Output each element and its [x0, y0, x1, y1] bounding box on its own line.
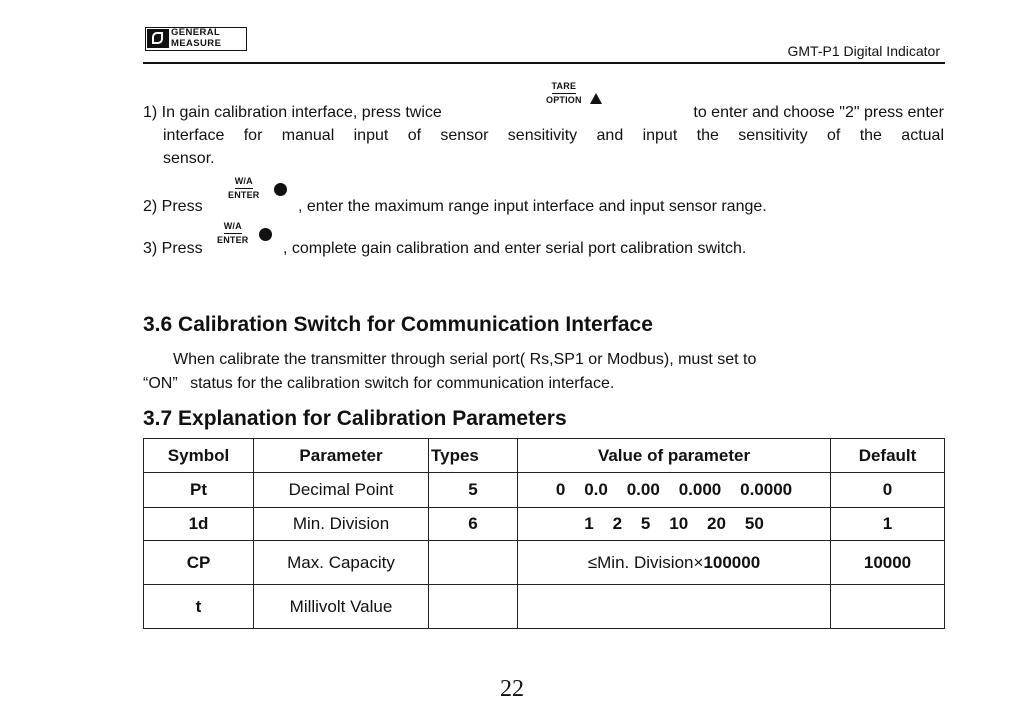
cell-value: 1 2 5 10 20 50	[518, 508, 831, 541]
enter-dot-icon	[274, 183, 287, 196]
header-default: Default	[831, 439, 945, 473]
cell-types	[429, 541, 518, 585]
cell-default: 1	[831, 508, 945, 541]
table-row	[144, 541, 945, 585]
section-3-7-heading: 3.7 Explanation for Calibration Parameters	[143, 407, 567, 430]
brand-logo	[145, 27, 247, 51]
logo-icon	[147, 29, 169, 48]
wa-key-label: W/A	[235, 177, 253, 189]
enter-key-label: ENTER	[228, 190, 260, 200]
step-3-text-b: , complete gain calibration and enter serial port calibration switch.	[283, 240, 747, 257]
cell-value	[518, 585, 831, 629]
cell-default	[831, 585, 945, 629]
header-value: Value of parameter	[518, 439, 831, 473]
cell-value: 0 0.0 0.00 0.000 0.0000	[518, 473, 831, 508]
step-1-text-d: sensor.	[163, 150, 215, 167]
section-3-6-line-1: When calibrate the transmitter through serial port( Rs,SP1 or Modbus), must set to	[173, 351, 757, 368]
cell-symbol: t	[144, 585, 254, 629]
enter-dot-icon	[259, 228, 272, 241]
table-header-row	[144, 439, 945, 473]
header-types: Types	[429, 439, 518, 473]
on-status-quote: “ON”	[143, 375, 178, 392]
document-title: GMT-P1 Digital Indicator	[787, 43, 940, 59]
cell-value-bold: 100000	[703, 552, 761, 572]
cell-default: 0	[831, 473, 945, 508]
cell-default: 10000	[831, 541, 945, 585]
cell-types: 5	[429, 473, 518, 508]
cell-parameter: Millivolt Value	[254, 585, 429, 629]
table-row	[144, 473, 945, 508]
cell-types	[429, 585, 518, 629]
header-parameter: Parameter	[254, 439, 429, 473]
step-1-text-a: 1) In gain calibration interface, press twice	[143, 104, 442, 121]
step-2-text-a: 2) Press	[143, 198, 203, 215]
step-1-text-c: interface for manual input of sensor sensitivity and input the sensitivity of the actual	[163, 127, 944, 144]
step-1	[143, 101, 944, 170]
header-divider	[143, 62, 945, 64]
calibration-parameters-table	[143, 438, 945, 629]
section-3-6-line-2	[143, 372, 614, 395]
cell-parameter: Decimal Point	[254, 473, 429, 508]
section-3-6-line-2-rest: status for the calibration switch for communication interface.	[190, 375, 615, 392]
cell-symbol: CP	[144, 541, 254, 585]
logo-line-1: GENERAL	[171, 27, 221, 38]
header-symbol: Symbol	[144, 439, 254, 473]
cell-parameter: Min. Division	[254, 508, 429, 541]
page-number: 22	[500, 676, 524, 702]
step-3-text-a: 3) Press	[143, 240, 203, 257]
cell-parameter: Max. Capacity	[254, 541, 429, 585]
cell-value	[518, 541, 831, 585]
cell-value-plain: ≤Min. Division×	[587, 552, 704, 572]
option-key-label: OPTION	[546, 95, 582, 105]
step-1-text-b: to enter and choose "2" press enter	[693, 104, 944, 121]
cell-types: 6	[429, 508, 518, 541]
logo-wordmark	[171, 28, 221, 49]
table-row	[144, 508, 945, 541]
wa-key-label: W/A	[224, 222, 242, 234]
cell-symbol: 1d	[144, 508, 254, 541]
table-row	[144, 585, 945, 629]
wa-enter-key-icon	[228, 177, 260, 200]
tare-key-label: TARE	[552, 82, 577, 94]
section-3-6-heading: 3.6 Calibration Switch for Communication Interface	[143, 313, 653, 336]
wa-enter-key-icon	[217, 222, 249, 245]
step-2-text-b: , enter the maximum range input interface and input sensor range.	[298, 198, 767, 215]
enter-key-label: ENTER	[217, 235, 249, 245]
cell-symbol: Pt	[144, 473, 254, 508]
logo-line-2: MEASURE	[171, 37, 222, 49]
